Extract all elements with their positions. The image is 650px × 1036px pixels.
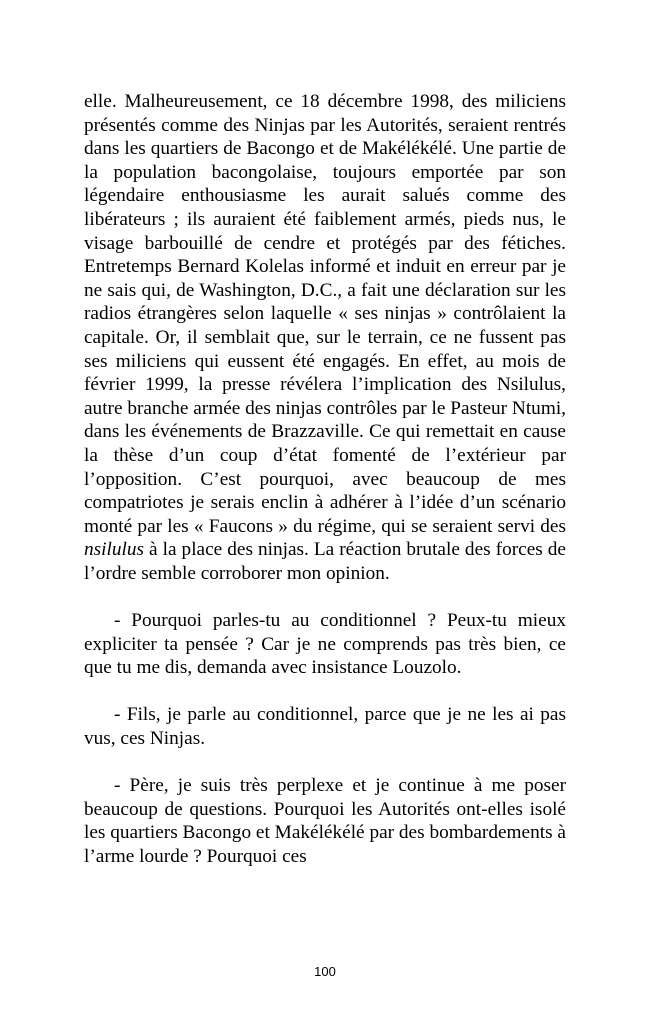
- italic-term: nsilulus: [84, 539, 144, 561]
- dialogue-son-question: - Père, je suis très perplexe et je continue à me poser beaucoup de questions. Pourquoi les Autorités ont-elles isolé les quartiers Bacongo et Makélékélé par des bombardements à l’arme lourde ? Pourquoi ces: [84, 775, 566, 867]
- page-number: 100: [314, 964, 336, 979]
- paragraph-text: elle. Malheureusement, ce 18 décembre 1998, des miliciens présentés comme des Ninjas par les Autorités, seraient rentrés dans les quartiers de Bacongo et de Makélékélé. Une partie de la population bacongolaise, toujours emportée par son légendaire enthousiasme les aurait salués comme des libérateurs ; ils auraient été faiblement armés, pieds nus, le visage barbouillé de cendre et protégés par des fétiches. Entretemps Bernard Kolelas informé et induit en erreur par je ne sais qui, de Washington, D.C., a fait une déclaration sur les radios étrangères selon laquelle « ses ninjas » contrôlaient la capitale. Or, il semblait que, sur le terrain, ce ne fussent pas ses miliciens qui eussent été engagés. En effet, au mois de février 1999, la presse révélera l’implication des Nsilulus, autre branche armée des ninjas contrôles par le Pasteur Ntumi, dans les événements de Brazzaville. Ce qui remettait en cause la thèse d’un coup d’état fomenté de l’extérieur par l’opposition. C’est pourquoi, avec beaucoup de mes compatriotes je serais enclin à adhérer à l’idée d’un scénario monté par les « Faucons » du régime, qui se seraient servi des: [84, 91, 566, 537]
- paragraph-text: à la place des ninjas. La réaction brutale des forces de l’ordre semble corroborer mon opinion.: [84, 539, 566, 584]
- dialogue-father-reply: - Fils, je parle au conditionnel, parce que je ne les ai pas vus, ces Ninjas.: [84, 704, 566, 750]
- paragraph-narrative: [84, 90, 566, 585]
- page-body: [84, 90, 566, 869]
- dialogue-louzolo-question: - Pourquoi parles-tu au conditionnel ? Peux-tu mieux expliciter ta pensée ? Car je ne comprends pas très bien, ce que tu me dis, demanda avec insistance Louzolo.: [84, 610, 566, 679]
